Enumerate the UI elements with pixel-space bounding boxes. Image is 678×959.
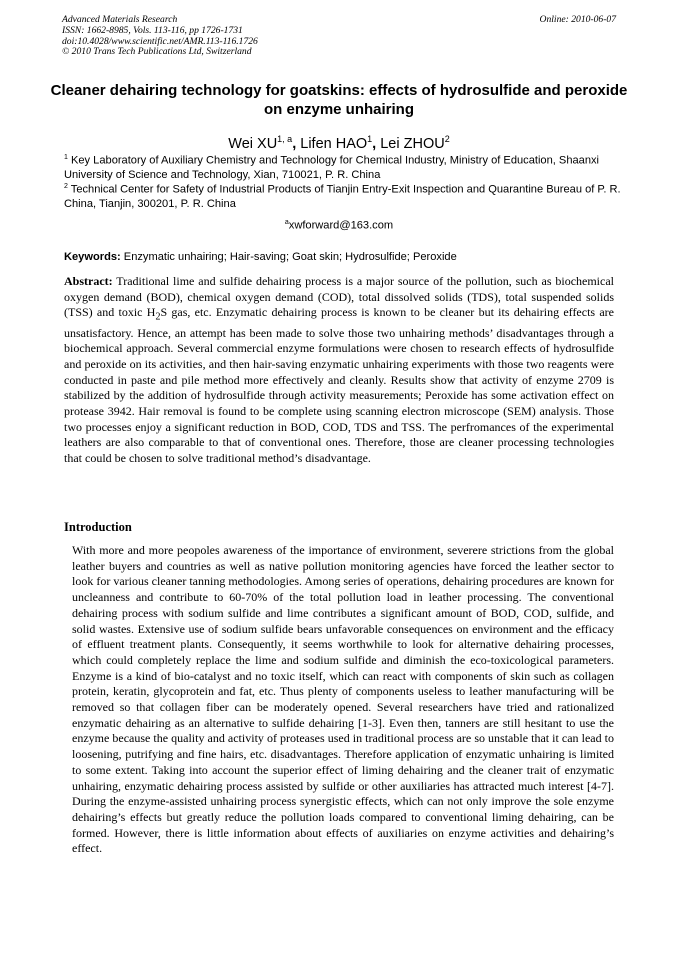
keywords-label: Keywords: — [64, 251, 121, 263]
author-name: Wei XU — [228, 135, 278, 152]
contact-email — [48, 216, 630, 233]
abstract-text-cont: S gas, etc. Enzymatic dehairing process is known to be cleaner but its dehairing effects are unsatisfactory. Hence, an attempt has been made to solve those two unhairing methods’ disadvantages through a biochemical approach. Several commercial enzyme formulations were chosen to research effects of hydrosulfide and peroxide on its activities, and then hair-saving enzymatic unhairing experiments with those two reagents were conducted in paste and pile method more effectively and cleanly. Results show that activity of enzyme 2709 is stabilized by the addition of hydrosulfide through activity measurements; Peroxide has some activation effect on protease 3942. Hair removal is found to be complete using scanning electron microscope (SEM) analysis. Those two processes enjoy a significant reduction in BOD, COD, TDS and TSS. The perfromances of the experimental leathers are also comparable to that of conventional ones. Therefore, those are cleaner processing technologies that could be chosen to solve traditional method’s disadvantage. — [64, 305, 615, 466]
affiliation-number: 1 — [64, 154, 68, 161]
journal-name: Advanced Materials Research — [62, 14, 178, 25]
issn-line: ISSN: 1662-8985, Vols. 113-116, pp 1726-1731 — [62, 24, 243, 36]
author-name: Lei ZHOU — [380, 135, 445, 152]
affiliation-1 — [64, 151, 624, 182]
email-mark: a — [284, 219, 289, 226]
online-date: Online: 2010-06-07 — [539, 14, 616, 25]
journal-header — [62, 15, 258, 58]
email-address: xwforward@163.com — [288, 219, 394, 232]
author-name: Lifen HAO — [300, 135, 368, 152]
affiliation-number: 2 — [64, 183, 68, 190]
introduction-heading: Introduction — [64, 520, 132, 534]
abstract-subscript: 2 — [155, 311, 161, 323]
affiliation-text: Technical Center for Safety of Industrial Products of Tianjin Entry-Exit Inspection and Quarantine Bureau of P. R. China, Tianjin, 300201, P. R. China — [64, 183, 621, 210]
doi-line: doi:10.4028/www.scientific.net/AMR.113-116.1726 — [62, 35, 258, 47]
introduction-body: With more and more peopoles awareness of the importance of environment, severere strictions from the global leather buyers and countries as well as native pollution monitoring agencies have forced the leather sector to look for various cleaner tanning methodologies. Among series of operations, dehairing procedures are known for uncleanness and contribute to 60-70% of the total pollution load in leather processing. The conventional dehairing process with sodium sulfide and lime contributes a significant amount of BOD, COD, sulfide, and solid wastes. Extensive use of sodium sulfide bears unfavorable consequences on environment and the efficacy of effluent treatment plants. Consequently, it seems worthwhile to look for alternative dehairing processes, which could completely replace the lime and sodium sulfide and diminish the eco-toxicological parameters. Enzyme is a kind of bio-catalyst and no toxic itself, which can react with components of skin such as collagen protein, keratin, glycoprotein and fat, etc. Thus plenty of components useless to leather manufacturing will be removed so that collagen fiber can be moderately opened. Several researchers have tried and rationalized enzymatic dehairing as an alternative to sulfide dehairing [1-3]. Even then, tanners are still hesitant to use the enzyme because the quality and activity of proteases used in traditional process are so unstable that it can lead to loosening, putrifying and fine hairs, etc. disadvantages. Therefore application of enzymatic unhairing is limited to some extent. Taking into account the superior effect of liming dehairing and the cleaner trait of enzymatic unhairing, enzymatic dehairing process assisted by sulfide or other auxiliaries has attracted much interest [4-7]. During the enzyme-assisted unhairing process synergistic effects, which can not only improve the sole enzyme dehairing’s effects but greatly reduce the pollution loads compared to conventional liming dehairing, can be formed. However, there is little information about effects of auxiliaries on enzyme activities and dehairing’s effect. — [72, 543, 614, 856]
keywords-text: Enzymatic unhairing; Hair-saving; Goat skin; Hydrosulfide; Peroxide — [120, 251, 457, 263]
author-affil-mark: 2 — [444, 134, 450, 144]
affiliation-text: Key Laboratory of Auxiliary Chemistry and Technology for Chemical Industry, Ministry of Education, Shaanxi University of Science and Technology, Xian, 710021, P. R. China — [64, 154, 600, 181]
author-separator: , — [372, 135, 381, 152]
abstract-text: Traditional lime and sulfide dehairing process is a major source of the pollution, such as biochemical oxygen demand (BOD), chemical oxygen demand (COD), total dissolved solids (TDS), total suspended solids (TSS) and toxic H — [64, 274, 614, 320]
author-affil-mark: 1 — [367, 134, 373, 144]
author-line — [48, 130, 630, 153]
keywords — [64, 250, 624, 264]
abstract — [64, 274, 614, 467]
paper-title: Cleaner dehairing technology for goatskins: effects of hydrosulfide and peroxide on enzyme unhairing — [50, 82, 628, 118]
author-separator: , — [292, 135, 301, 152]
author-affil-mark: 1, a — [277, 134, 293, 144]
copyright-line: © 2010 Trans Tech Publications Ltd, Switzerland — [62, 46, 252, 58]
abstract-label: Abstract: — [64, 274, 113, 288]
affiliation-2 — [64, 180, 624, 211]
